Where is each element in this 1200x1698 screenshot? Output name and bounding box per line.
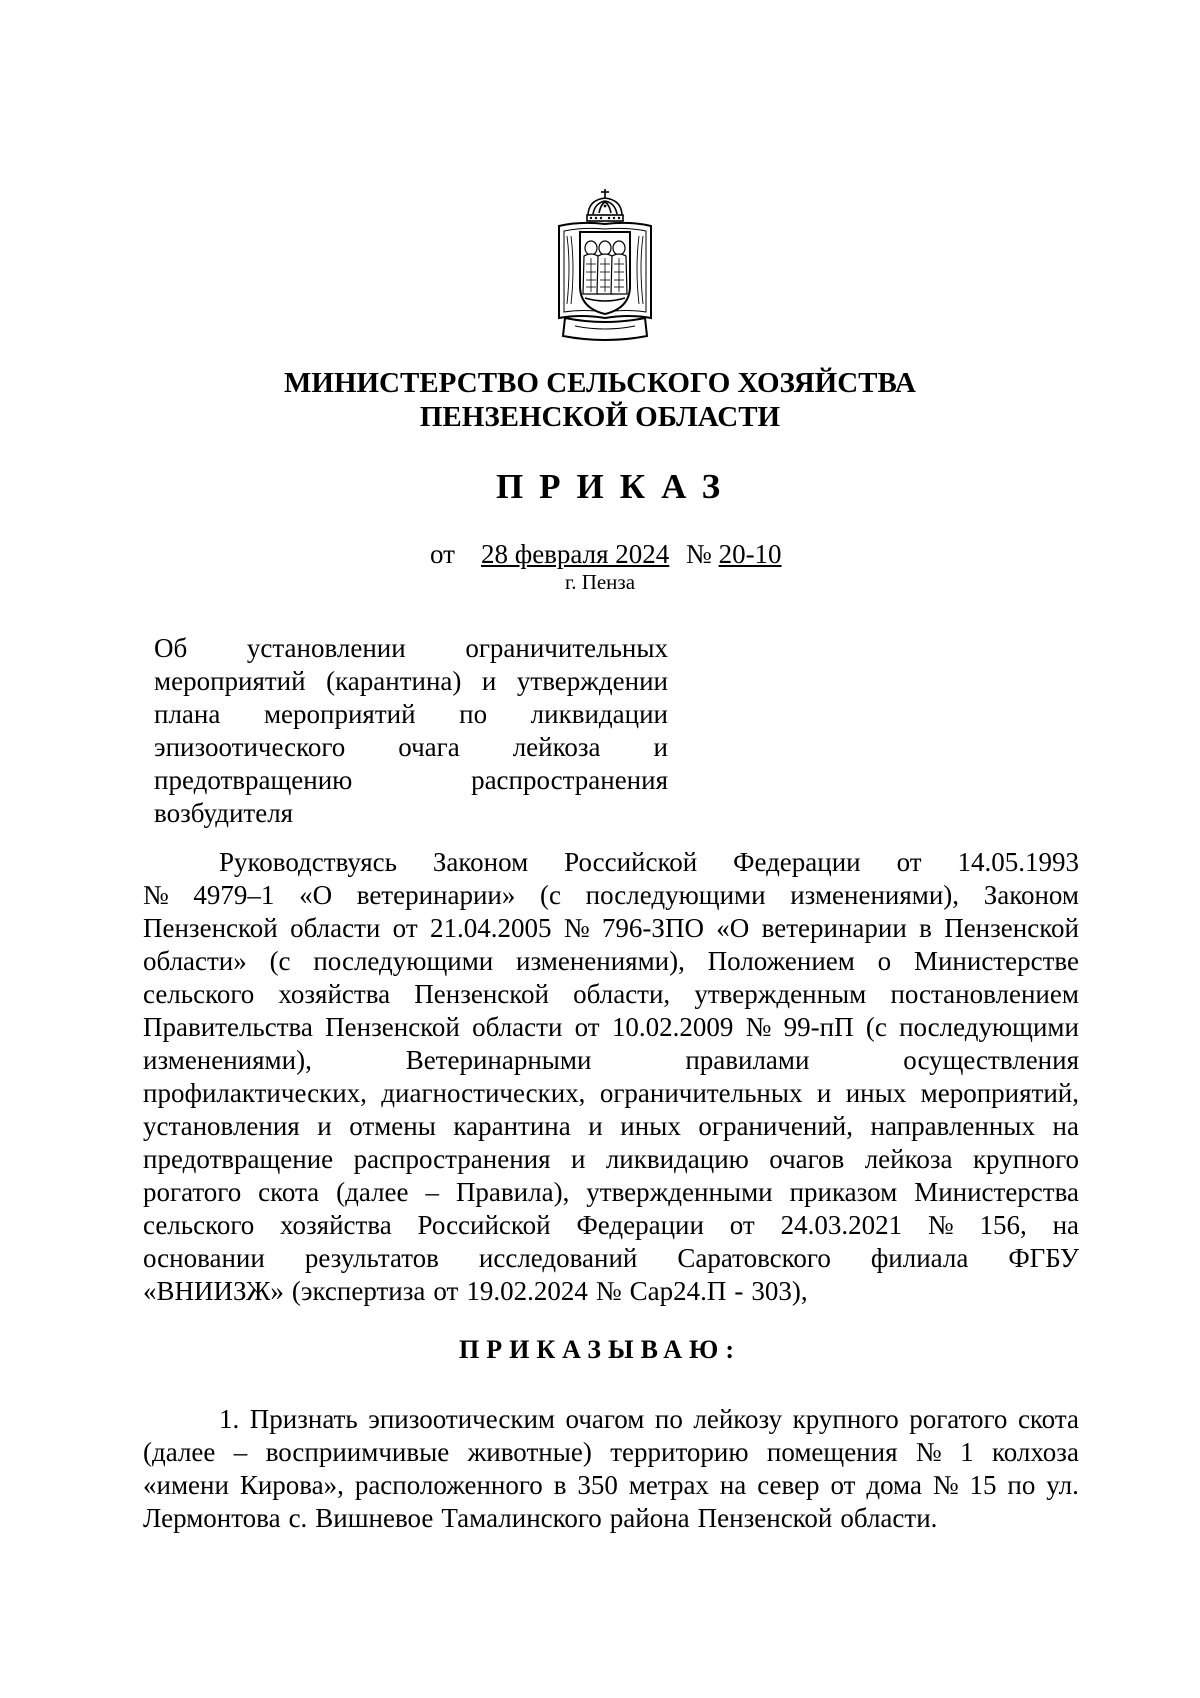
preamble-line bbox=[143, 1275, 1079, 1308]
word: направленных bbox=[870, 1111, 1035, 1141]
word: хозяйства bbox=[280, 1210, 392, 1240]
word: исследований bbox=[478, 1243, 638, 1273]
word: отмены bbox=[349, 1111, 436, 1141]
word: Российской bbox=[564, 847, 698, 877]
word: плана bbox=[154, 699, 221, 729]
word: колхоза bbox=[991, 1437, 1079, 1467]
word: области bbox=[472, 1012, 563, 1042]
word: ограничительных bbox=[599, 1078, 803, 1108]
word: – bbox=[233, 1437, 248, 1467]
word: Правительства bbox=[143, 1012, 313, 1042]
word: лейкоза bbox=[864, 1144, 953, 1174]
subject-line bbox=[154, 731, 668, 764]
preamble-line bbox=[143, 1242, 1079, 1275]
word: в bbox=[919, 913, 932, 943]
word: 303), bbox=[751, 1276, 808, 1306]
word: сельского bbox=[143, 1210, 255, 1240]
word: № bbox=[915, 1437, 942, 1467]
word: Руководствуясь bbox=[219, 847, 397, 877]
subject-line bbox=[154, 665, 668, 698]
order-number: 20-10 bbox=[718, 539, 782, 569]
word: о bbox=[877, 946, 892, 976]
preamble-line bbox=[143, 1044, 1079, 1077]
word: восприимчивые bbox=[265, 1437, 450, 1467]
word: - bbox=[734, 1276, 744, 1306]
word: (с bbox=[540, 880, 562, 910]
word: север bbox=[757, 1470, 820, 1500]
word: 156, bbox=[979, 1210, 1027, 1240]
word: и bbox=[317, 1111, 332, 1141]
word: мероприятий bbox=[154, 666, 306, 696]
word: результатов bbox=[304, 1243, 439, 1273]
word: и bbox=[481, 666, 497, 696]
word: № bbox=[595, 1276, 622, 1306]
word: и bbox=[653, 732, 668, 762]
word: приказом bbox=[789, 1177, 898, 1207]
word: 99-пП bbox=[783, 1012, 854, 1042]
word: лейкоза bbox=[512, 732, 601, 762]
from-label: от bbox=[430, 539, 455, 569]
word: от bbox=[729, 1210, 755, 1240]
word: эпизоотическим bbox=[368, 1404, 556, 1434]
preamble-line bbox=[143, 1011, 1079, 1044]
word: (с bbox=[865, 1012, 887, 1042]
word: филиала bbox=[870, 1243, 969, 1273]
word: от bbox=[830, 1470, 856, 1500]
word: распространения bbox=[471, 765, 668, 795]
word: на bbox=[1052, 1210, 1079, 1240]
word: Законом bbox=[983, 880, 1079, 910]
word: Кирова», bbox=[239, 1470, 344, 1500]
word: от bbox=[392, 913, 418, 943]
word: (экспертиза bbox=[291, 1276, 426, 1306]
word: осуществления bbox=[903, 1045, 1079, 1075]
word: и bbox=[588, 1111, 603, 1141]
word: Федерации bbox=[733, 847, 861, 877]
word: № bbox=[563, 913, 590, 943]
subject-line bbox=[154, 632, 668, 665]
subject-line bbox=[154, 698, 668, 731]
word: лейкозу bbox=[693, 1404, 783, 1434]
word: Ветеринарными bbox=[405, 1045, 592, 1075]
word: Положением bbox=[707, 946, 855, 976]
word: с. bbox=[288, 1503, 308, 1533]
word: Лермонтова bbox=[143, 1503, 281, 1533]
word: 21.04.2005 bbox=[429, 913, 552, 943]
word: Тамалинского bbox=[441, 1503, 602, 1533]
word: изменениями), bbox=[143, 1045, 312, 1075]
word: последующими bbox=[313, 946, 494, 976]
number-label: № bbox=[686, 539, 712, 569]
point1-line bbox=[143, 1502, 1079, 1535]
word: области, bbox=[573, 979, 671, 1009]
word: № bbox=[745, 1012, 772, 1042]
word: эпизоотического bbox=[154, 732, 346, 762]
word: Федерации bbox=[576, 1210, 704, 1240]
preamble-line bbox=[143, 879, 1079, 912]
word: Признать bbox=[249, 1404, 358, 1434]
word: постановлением bbox=[890, 979, 1079, 1009]
word: ветеринарии» bbox=[356, 880, 516, 910]
word: диагностических, bbox=[381, 1078, 586, 1108]
word: сельского bbox=[143, 979, 255, 1009]
preamble-line bbox=[143, 846, 1079, 879]
word: и bbox=[816, 1078, 832, 1108]
word: Правила), bbox=[455, 1177, 570, 1207]
word: расположенного bbox=[354, 1470, 543, 1500]
word: ФГБУ bbox=[1008, 1243, 1079, 1273]
word: Пензенской bbox=[325, 1012, 460, 1042]
word: Пензенской bbox=[143, 913, 278, 943]
order-date-number-line bbox=[430, 539, 782, 570]
order-date: 28 февраля 2024 bbox=[480, 539, 670, 569]
word: по bbox=[1007, 1470, 1036, 1500]
preamble-line bbox=[143, 1143, 1079, 1176]
word: помещения bbox=[766, 1437, 898, 1467]
word: и bbox=[570, 1144, 586, 1174]
word: Министерства bbox=[914, 1177, 1079, 1207]
word: скота bbox=[1017, 1404, 1079, 1434]
word: ветеринарии bbox=[761, 913, 907, 943]
city-label: г. Пенза bbox=[564, 570, 636, 594]
point1-line bbox=[143, 1469, 1079, 1502]
word: (с bbox=[269, 946, 291, 976]
word: установления bbox=[143, 1111, 300, 1141]
word: профилактических, bbox=[143, 1078, 367, 1108]
word: крупного bbox=[972, 1144, 1079, 1174]
word: области bbox=[290, 913, 381, 943]
ministry-name-line1: МИНИСТЕРСТВО СЕЛЬСКОГО ХОЗЯЙСТВА bbox=[284, 367, 916, 399]
word: в bbox=[553, 1470, 567, 1500]
word: (далее bbox=[143, 1437, 216, 1467]
word: распространения bbox=[353, 1144, 551, 1174]
word: 4979–1 bbox=[193, 880, 275, 910]
preamble-line bbox=[143, 1077, 1079, 1110]
word: «имени bbox=[143, 1470, 229, 1500]
word: «О bbox=[716, 913, 750, 943]
word: утверждении bbox=[516, 666, 668, 696]
word: Саратовского bbox=[677, 1243, 831, 1273]
decree-point-1 bbox=[143, 1403, 1079, 1535]
word: крупного bbox=[792, 1404, 899, 1434]
word: Сар24.П bbox=[629, 1276, 727, 1306]
point1-line bbox=[143, 1403, 1079, 1436]
word: по bbox=[654, 1404, 683, 1434]
word: ограничительных bbox=[465, 633, 668, 663]
word: Законом bbox=[432, 847, 529, 877]
word: дома bbox=[866, 1470, 922, 1500]
word: № bbox=[927, 1210, 954, 1240]
word: 1 bbox=[960, 1437, 974, 1467]
word: возбудителя bbox=[154, 798, 294, 828]
decree-heading: ПРИКАЗЫВАЮ: bbox=[459, 1335, 741, 1364]
word: ограничений, bbox=[698, 1111, 853, 1141]
word: № bbox=[143, 880, 169, 910]
word: иных bbox=[620, 1111, 681, 1141]
word: территорию bbox=[610, 1437, 749, 1467]
coat-of-arms-emblem bbox=[554, 186, 656, 346]
preamble-line bbox=[143, 978, 1079, 1011]
word: (далее bbox=[336, 1177, 409, 1207]
word: № bbox=[932, 1470, 959, 1500]
word: ликвидацию bbox=[605, 1144, 749, 1174]
word: 14.05.1993 bbox=[957, 847, 1079, 877]
word: от bbox=[896, 847, 922, 877]
word: (карантина) bbox=[326, 666, 462, 696]
preamble-line bbox=[143, 912, 1079, 945]
word: Российской bbox=[417, 1210, 551, 1240]
word: мероприятий, bbox=[920, 1078, 1079, 1108]
word: очагом bbox=[565, 1404, 645, 1434]
word: иных bbox=[845, 1078, 907, 1108]
word: «О bbox=[299, 880, 333, 910]
preamble-paragraph bbox=[143, 846, 1079, 1308]
preamble-line bbox=[143, 945, 1079, 978]
word: основании bbox=[143, 1243, 265, 1273]
word: изменениями), bbox=[516, 946, 685, 976]
word: рогатого bbox=[143, 1177, 242, 1207]
word: – bbox=[425, 1177, 439, 1207]
word: утвержденными bbox=[586, 1177, 773, 1207]
word: 24.03.2021 bbox=[780, 1210, 903, 1240]
word: последующими bbox=[585, 880, 766, 910]
order-subject bbox=[154, 632, 668, 830]
word: «ВНИИЗЖ» bbox=[143, 1276, 284, 1306]
word: хозяйства bbox=[278, 979, 391, 1009]
word: Об bbox=[154, 633, 188, 663]
word: 796-ЗПО bbox=[601, 913, 704, 943]
word: Пензенской bbox=[414, 979, 549, 1009]
word: Вишневое bbox=[315, 1503, 434, 1533]
preamble-line bbox=[143, 1110, 1079, 1143]
word: области» bbox=[143, 946, 247, 976]
word: мероприятий bbox=[263, 699, 416, 729]
word: района bbox=[609, 1503, 690, 1533]
word: 350 bbox=[577, 1470, 618, 1500]
word: установлении bbox=[246, 633, 406, 663]
word: 19.02.2024 bbox=[466, 1276, 588, 1306]
document-type-title: ПРИКАЗ bbox=[495, 467, 737, 506]
word: на bbox=[719, 1470, 747, 1500]
subject-line bbox=[154, 764, 668, 797]
subject-line bbox=[154, 797, 668, 830]
word: очага bbox=[398, 732, 460, 762]
word: ликвидации bbox=[530, 699, 668, 729]
word: на bbox=[1052, 1111, 1079, 1141]
word: изменениями), bbox=[790, 880, 960, 910]
word: карантина bbox=[453, 1111, 571, 1141]
word: от bbox=[433, 1276, 459, 1306]
preamble-line bbox=[143, 1176, 1079, 1209]
word: очагов bbox=[769, 1144, 845, 1174]
word: ул. bbox=[1046, 1470, 1079, 1500]
word: Пензенской bbox=[944, 913, 1079, 943]
word: 1. bbox=[219, 1404, 240, 1434]
word: правилами bbox=[685, 1045, 810, 1075]
point1-line bbox=[143, 1436, 1079, 1469]
word: утвержденным bbox=[694, 979, 867, 1009]
word: 10.02.2009 bbox=[611, 1012, 734, 1042]
word: 15 bbox=[969, 1470, 997, 1500]
word: предотвращение bbox=[143, 1144, 334, 1174]
word: последующими bbox=[899, 1012, 1079, 1042]
word: рогатого bbox=[909, 1404, 1008, 1434]
ministry-name-line2: ПЕНЗЕНСКОЙ ОБЛАСТИ bbox=[419, 401, 781, 433]
word: скота bbox=[258, 1177, 320, 1207]
word: от bbox=[574, 1012, 600, 1042]
word: метрах bbox=[628, 1470, 709, 1500]
word: области. bbox=[840, 1503, 938, 1533]
word: по bbox=[459, 699, 488, 729]
word: животные) bbox=[467, 1437, 592, 1467]
word: Министерстве bbox=[913, 946, 1079, 976]
word: Пензенской bbox=[697, 1503, 833, 1533]
preamble-line bbox=[143, 1209, 1079, 1242]
word: предотвращению bbox=[154, 765, 353, 795]
